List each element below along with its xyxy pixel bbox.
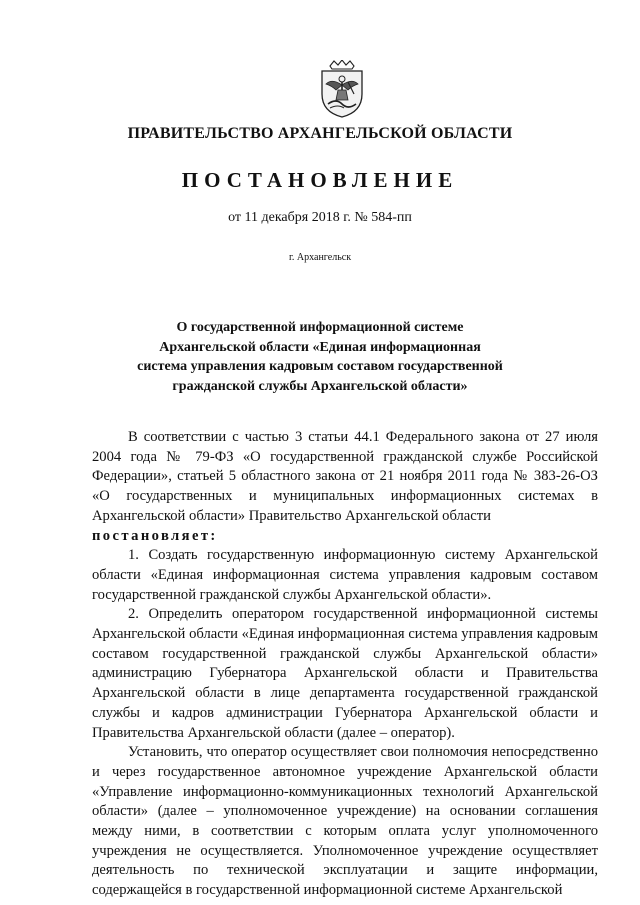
document-type: ПОСТАНОВЛЕНИЕ: [181, 168, 459, 192]
arkhangelsk-coat-of-arms-icon: [314, 60, 370, 118]
decree-word: постановляет:: [92, 527, 218, 544]
heading-line: система управления кадровым составом государственной: [137, 359, 503, 374]
document-heading: [100, 318, 540, 396]
item-1-paragraph: 1. Создать государственную информационную систему Архангельской области «Единая информационная система управления кадровым составом государственной гражданской службы Архангельской области».: [92, 547, 598, 603]
document-body: [92, 428, 598, 901]
document-city: г. Архангельск: [288, 252, 352, 263]
heading-line: О государственной информационной системе: [176, 320, 464, 335]
document-date-number: от 11 декабря 2018 г. № 584-пп: [228, 210, 412, 225]
government-title: ПРАВИТЕЛЬСТВО АРХАНГЕЛЬСКОЙ ОБЛАСТИ: [127, 125, 513, 142]
item-2-paragraph: 2. Определить оператором государственной информационной системы Архангельской области «Единая информационная система управления кадровым составом государственной гражданской службы Архангельской области» администрацию Губернатора Архангельской области и Правительства Архангельской области в лице департамента государственной гражданской службы и кадров администрации Губернатора Архангельской области и Правительства Архангельской области (далее – оператор).: [92, 606, 598, 741]
intro-paragraph: [92, 428, 598, 546]
heading-line: гражданской службы Архангельской области»: [172, 378, 468, 394]
heading-line: Архангельской области «Единая информационная: [159, 339, 481, 355]
intro-text: В соответствии с частью 3 статьи 44.1 Федерального закона от 27 июля 2004 года № 79-ФЗ «О государственной гражданской службе Российской Федерации», статьей 5 областного закона от 21 ноября 2011 года № 383-26-ОЗ «О государственных и муниципальных информационных системах в Архангельской области» Правительство Архангельской области: [92, 429, 598, 524]
item-3-paragraph: Установить, что оператор осуществляет свои полномочия непосредственно и через государственное автономное учреждение Архангельской области «Управление информационно-коммуникационных технологий Архангельской области» (далее – уполномоченное учреждение) на основании соглашения между ними, в соответствии с которым оплата услуг уполномоченного учреждения не осуществляется. Уполномоченное учреждение осуществляет деятельность по технической эксплуатации и защите информации, содержащейся в государственной информационной системе Архангельской: [92, 744, 598, 899]
